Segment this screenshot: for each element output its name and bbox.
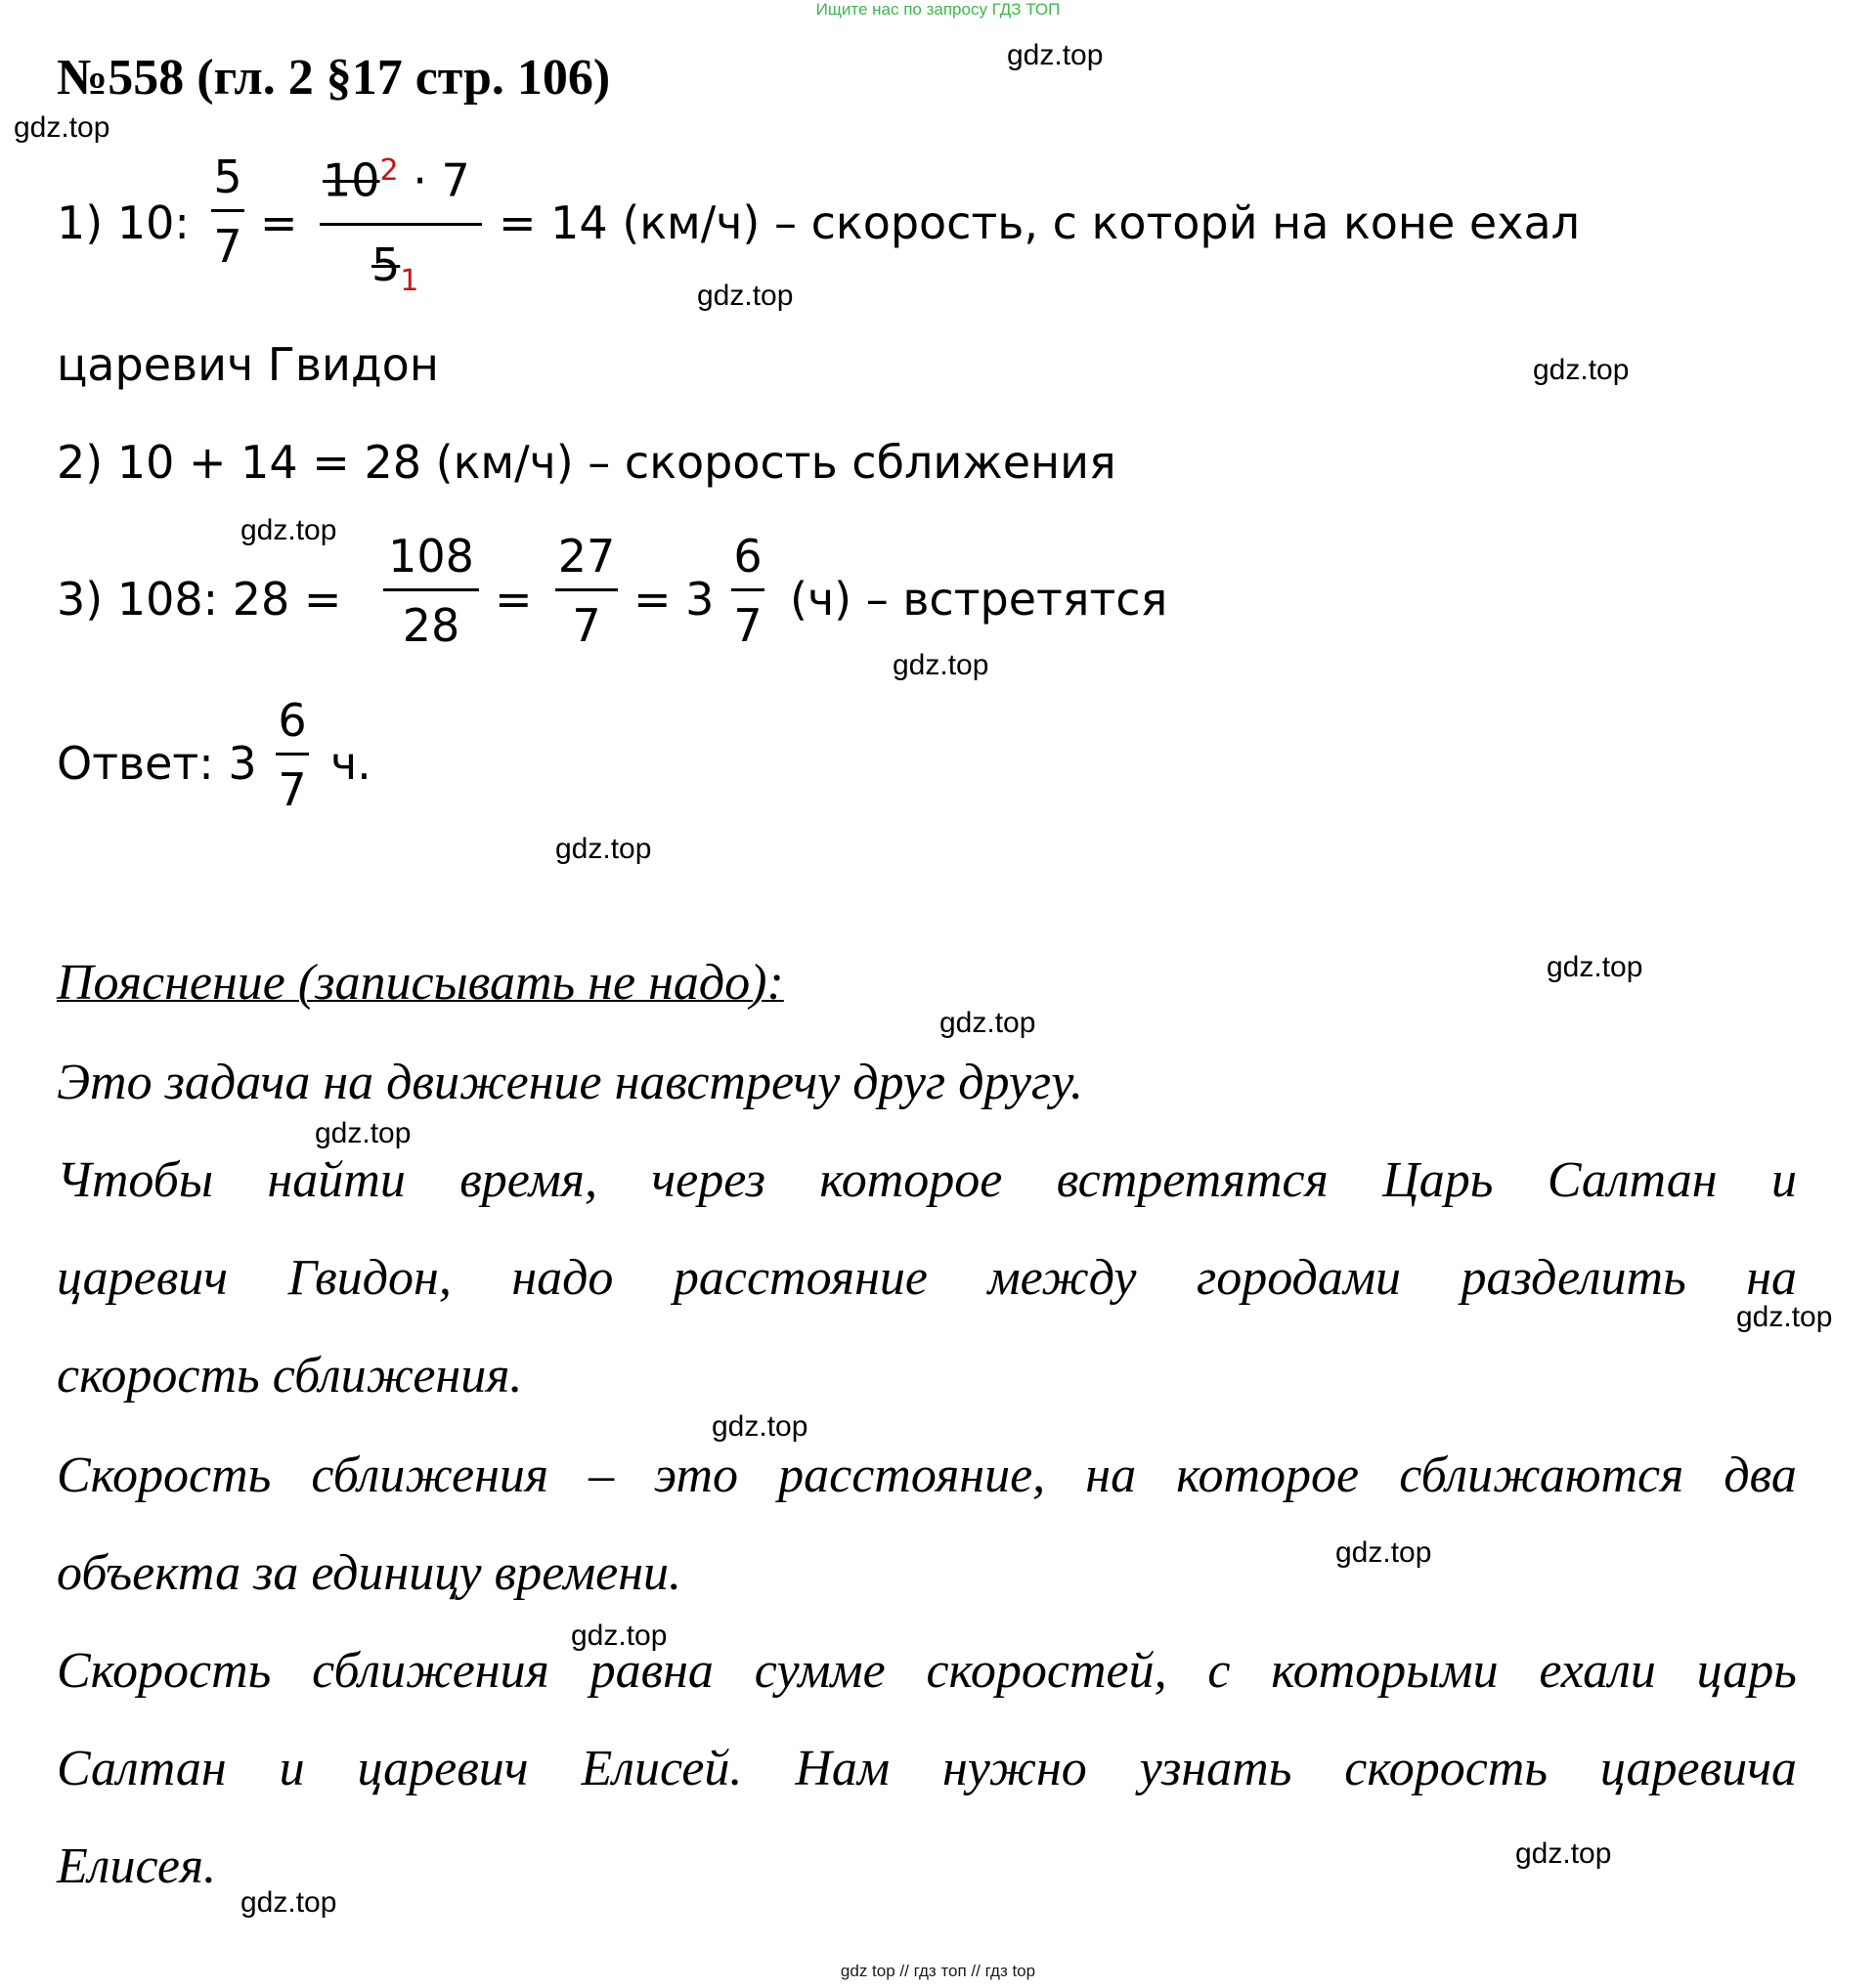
- fraction-denominator: 28: [402, 599, 460, 652]
- fraction-numerator: 6: [278, 694, 307, 747]
- fraction-denominator: 7: [213, 220, 242, 273]
- step1-fraction-1: [211, 151, 244, 273]
- fraction-bar: [211, 209, 244, 212]
- watermark: gdz.top: [14, 111, 110, 144]
- explanation-word: расстояние: [673, 1250, 928, 1306]
- explanation-word: на: [1746, 1250, 1797, 1306]
- explanation-line: [57, 1643, 1797, 1699]
- fraction-bar: [320, 223, 482, 226]
- struck-number: 10: [323, 153, 380, 207]
- explanation-line: [57, 1250, 1797, 1306]
- fraction-bar: [731, 588, 764, 591]
- watermark: gdz.top: [939, 1007, 1036, 1039]
- explanation-word: Царь: [1382, 1152, 1494, 1208]
- search-hint-link[interactable]: Ищите нас по запросу ГДЗ ТОП: [815, 0, 1061, 19]
- explanation-word: расстояние,: [778, 1448, 1046, 1503]
- fraction-numerator: 6: [733, 530, 763, 583]
- step1-result: = 14 (км/ч) – скорость, с которй на коне ехал: [499, 196, 1581, 249]
- fraction-bar: [383, 588, 479, 591]
- explanation-line: [57, 1741, 1797, 1796]
- explanation-word: и: [279, 1741, 305, 1796]
- step1-numerator: [323, 153, 470, 207]
- explanation-word: это: [654, 1448, 739, 1503]
- explanation-word: сумме: [754, 1643, 886, 1699]
- step3-fraction-3: [731, 530, 764, 652]
- explanation-word: сближения: [312, 1643, 549, 1699]
- explanation-word: –: [589, 1448, 615, 1503]
- explanation-word: царевич: [357, 1741, 529, 1796]
- explanation-word: городами: [1196, 1250, 1402, 1306]
- answer-suffix: ч.: [330, 737, 371, 790]
- explanation-word: сближаются: [1399, 1448, 1684, 1503]
- explanation-word: ехали: [1539, 1643, 1656, 1699]
- numerator-rest: · 7: [398, 153, 470, 207]
- watermark: gdz.top: [1515, 1837, 1612, 1870]
- watermark: gdz.top: [555, 833, 652, 865]
- watermark: gdz.top: [315, 1117, 412, 1149]
- explanation-word: Нам: [795, 1741, 891, 1796]
- watermark: gdz.top: [240, 514, 337, 546]
- watermark: gdz.top: [1736, 1301, 1833, 1333]
- watermark: gdz.top: [1335, 1536, 1432, 1569]
- fraction-bar: [276, 753, 309, 756]
- step3-prefix: 3) 108: 28 =: [57, 573, 342, 626]
- explanation-word: равна: [589, 1643, 714, 1699]
- explanation-word: нужно: [942, 1741, 1087, 1796]
- step3-suffix: (ч) – встретятся: [790, 573, 1168, 626]
- explanation-word: найти: [267, 1152, 406, 1208]
- watermark: gdz.top: [1533, 354, 1630, 386]
- step3-equals-whole: = 3: [633, 573, 715, 626]
- explanation-word: на: [1085, 1448, 1137, 1503]
- explanation-line: скорость сближения.: [57, 1348, 523, 1404]
- explanation-word: сближения: [311, 1448, 549, 1503]
- explanation-word: время,: [459, 1152, 597, 1208]
- explanation-word: встретятся: [1056, 1152, 1329, 1208]
- explanation-word: Салтан: [57, 1741, 227, 1796]
- explanation-line: [57, 1152, 1797, 1208]
- explanation-word: два: [1723, 1448, 1797, 1503]
- step3-fraction-2: [555, 530, 618, 652]
- explanation-word: скоростей,: [926, 1643, 1167, 1699]
- watermark: gdz.top: [571, 1620, 668, 1652]
- explanation-word: узнать: [1139, 1741, 1292, 1796]
- explanation-word: скорость: [1344, 1741, 1548, 1796]
- equals-sign: =: [495, 573, 533, 626]
- explanation-word: которое: [819, 1152, 1003, 1208]
- answer-prefix: Ответ: 3: [57, 737, 257, 790]
- explanation-line: [57, 1450, 1797, 1501]
- explanation-word: Чтобы: [57, 1152, 214, 1208]
- struck-number: 5: [371, 238, 401, 291]
- explanation-word: царевич: [57, 1250, 229, 1306]
- footer-links[interactable]: gdz top // гдз топ // гдз top: [840, 1962, 1036, 1980]
- fraction-numerator: 108: [388, 530, 474, 583]
- explanation-word: Салтан: [1547, 1152, 1718, 1208]
- explanation-word: которое: [1176, 1448, 1360, 1503]
- fraction-numerator: 27: [557, 530, 616, 583]
- watermark: gdz.top: [893, 649, 989, 681]
- fraction-denominator: 7: [572, 599, 601, 652]
- step2-line: 2) 10 + 14 = 28 (км/ч) – скорость сближения: [57, 436, 1116, 489]
- fraction-denominator: 7: [733, 599, 763, 652]
- watermark: gdz.top: [712, 1410, 808, 1443]
- explanation-word: разделить: [1461, 1250, 1686, 1306]
- explanation-word: через: [651, 1152, 765, 1208]
- step1-continuation: царевич Гвидон: [57, 338, 439, 391]
- watermark: gdz.top: [1007, 39, 1104, 71]
- step1-denominator: [371, 238, 419, 299]
- explanation-line: Елисея.: [57, 1838, 217, 1894]
- answer-fraction: [276, 694, 309, 816]
- explanation-word: Гвидон,: [287, 1250, 452, 1306]
- reduced-value: 1: [400, 264, 419, 299]
- fraction-denominator: 7: [278, 763, 307, 816]
- explanation-word: между: [987, 1250, 1137, 1306]
- explanation-line: Это задача на движение навстречу друг другу.: [57, 1055, 1084, 1110]
- step1-prefix: 1) 10:: [57, 196, 190, 249]
- fraction-bar: [555, 588, 618, 591]
- reduced-value: 2: [379, 153, 399, 188]
- equals-sign: =: [260, 196, 298, 249]
- explanation-word: Скорость: [57, 1448, 272, 1503]
- explanation-word: царь: [1696, 1643, 1797, 1699]
- explanation-line: объекта за единицу времени.: [57, 1545, 682, 1601]
- page-title: №558 (гл. 2 §17 стр. 106): [57, 50, 611, 106]
- fraction-numerator: 5: [213, 151, 242, 203]
- explanation-word: с: [1207, 1643, 1231, 1699]
- explanation-word: надо: [511, 1250, 614, 1306]
- step3-fraction-1: [383, 530, 479, 652]
- explanation-word: и: [1770, 1152, 1797, 1208]
- explanation-word: Скорость: [57, 1643, 272, 1699]
- explanation-word: царевича: [1599, 1741, 1797, 1796]
- explanation-word: Елисей.: [581, 1741, 743, 1796]
- explanation-heading: Пояснение (записывать не надо):: [57, 955, 784, 1011]
- watermark: gdz.top: [697, 280, 794, 312]
- explanation-word: которыми: [1271, 1643, 1499, 1699]
- watermark: gdz.top: [1547, 951, 1643, 983]
- watermark: gdz.top: [240, 1886, 337, 1919]
